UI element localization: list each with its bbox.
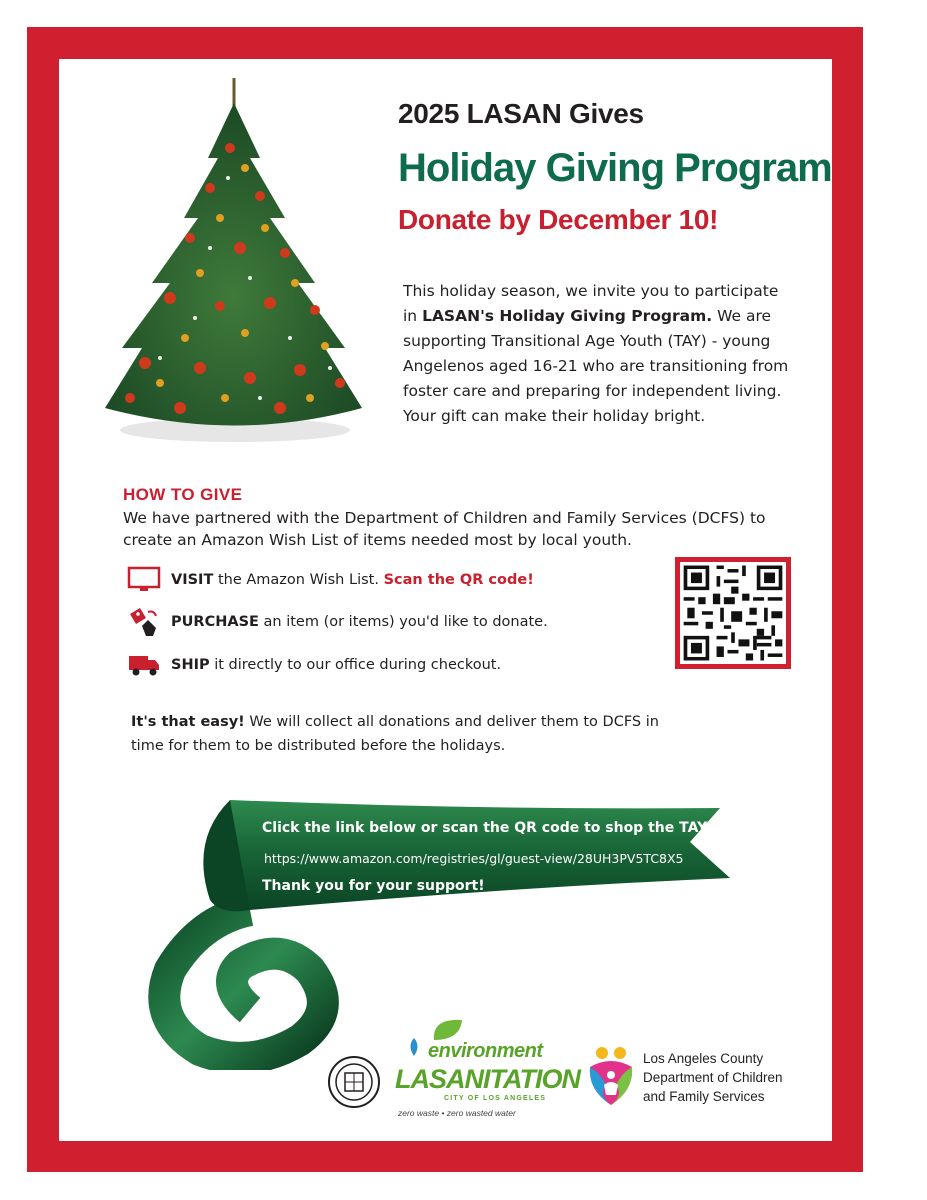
wish-list-link[interactable]: https://www.amazon.com/registries/gl/guest-view/28UH3PV5TC8X5: [264, 851, 684, 866]
dcfs-name: [643, 1049, 823, 1106]
step-purchase: PURCHASE an item (or items) you'd like to donate.: [125, 607, 548, 637]
price-tag-hand-icon: [125, 607, 163, 637]
christmas-tree-image: [100, 78, 365, 448]
city-seal-logo: [327, 1055, 381, 1109]
lasan-sanitation-wordmark: LASANITATION: [395, 1064, 580, 1094]
lasan-tagline: zero waste • zero wasted water: [398, 1108, 516, 1118]
step-ship: SHIP it directly to our office during checkout.: [125, 650, 501, 680]
step-visit: VISIT the Amazon Wish List. Scan the QR code!: [125, 565, 534, 595]
title-line-1: 2025 LASAN Gives: [398, 98, 644, 129]
lasan-environment-wordmark: environment: [428, 1040, 543, 1062]
qr-code[interactable]: [675, 557, 791, 669]
dcfs-line-3: and Family Services: [643, 1089, 765, 1104]
intro-paragraph: This holiday season, we invite you to participate in LASAN's Holiday Giving Program. We are supporting Transitional Age Youth (TAY) - young Angelenos aged 16-21 who are transitioning from foster care and preparing for independent living. Your gift can make their holiday bright.: [403, 282, 789, 425]
ribbon-instruction-text: Click the link below or scan the QR code to shop the TAY Wish List.: [262, 820, 790, 836]
deadline-subtitle: Donate by December 10!: [398, 204, 719, 235]
delivery-truck-icon: [125, 650, 163, 680]
how-to-give-description: We have partnered with the Department of Children and Family Services (DCFS) to create an Amazon Wish List of items needed most by local youth.: [123, 509, 766, 549]
dcfs-family-logo: [586, 1045, 636, 1107]
how-to-give-heading: HOW TO GIVE: [123, 485, 243, 504]
monitor-icon: [125, 565, 163, 595]
lasan-city-label: CITY OF LOS ANGELES: [444, 1095, 547, 1102]
thank-you-text: Thank you for your support!: [262, 878, 485, 894]
closing-paragraph: It's that easy! We will collect all donations and deliver them to DCFS in time for them to be distributed before the holidays.: [131, 714, 659, 754]
dcfs-line-1: Los Angeles County: [643, 1051, 764, 1066]
page-title: Holiday Giving Program: [398, 146, 832, 190]
dcfs-line-2: Department of Children: [643, 1070, 783, 1085]
